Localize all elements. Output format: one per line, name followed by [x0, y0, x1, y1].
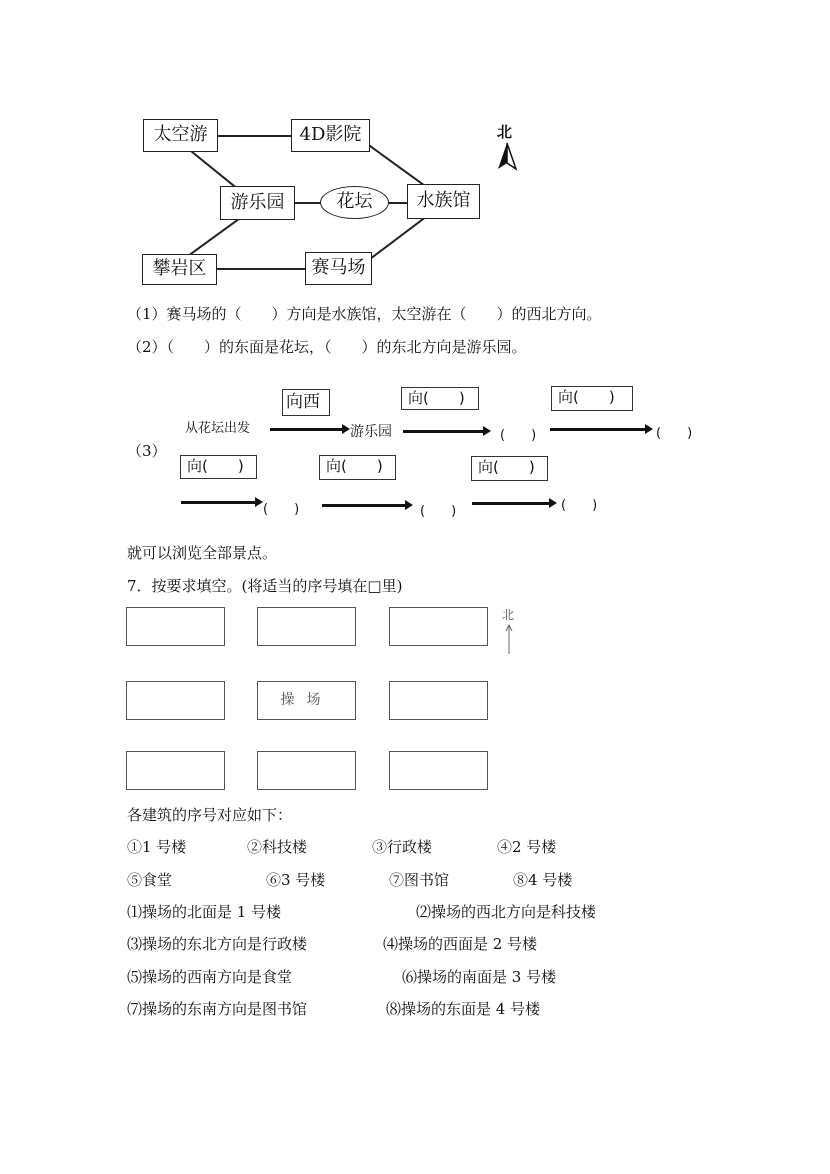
line-flower-aquarium	[388, 202, 408, 204]
legend-item-8: ⑧4 号楼	[513, 871, 573, 889]
step-direction-5: 向( )	[319, 455, 396, 480]
box-southeast[interactable]	[389, 751, 488, 790]
legend-item-7: ⑦图书馆	[389, 871, 450, 889]
step-direction-6: 向( )	[471, 456, 548, 481]
legend-item-1: ①1 号楼	[127, 838, 187, 856]
step-direction-1: 向西	[282, 389, 330, 416]
blank-5: ( )	[420, 504, 457, 519]
location-climbing-area: 攀岩区	[142, 254, 217, 285]
line-space-park	[189, 149, 237, 189]
arrow-2	[403, 430, 485, 433]
arrow-5	[322, 504, 407, 507]
flow-start: 从花坛出发	[185, 421, 251, 436]
north-arrow-icon-2	[500, 622, 520, 656]
blank-3: ( )	[656, 426, 693, 441]
statement-3: ⑶操场的东北方向是行政楼	[127, 935, 308, 953]
blank-4: ( )	[263, 502, 300, 517]
statement-2: ⑵操场的西北方向是科技楼	[416, 903, 597, 921]
box-east[interactable]	[389, 681, 488, 720]
legend-item-4: ④2 号楼	[497, 838, 557, 856]
question-7-title: 7．按要求填空。(将适当的序号填在□里)	[127, 577, 403, 595]
statement-1: ⑴操场的北面是 1 号楼	[127, 903, 282, 921]
location-amusement-park: 游乐园	[220, 186, 295, 220]
location-flower-bed: 花坛	[320, 186, 389, 219]
legend-item-5: ⑤食堂	[127, 871, 173, 889]
step-direction-2: 向( )	[401, 387, 479, 410]
arrow-1	[270, 428, 344, 431]
statement-4: ⑷操场的西面是 2 号楼	[383, 935, 538, 953]
line-cinema-aquarium	[368, 144, 430, 190]
location-aquarium: 水族馆	[407, 184, 480, 219]
question-6-3-label: （3）	[127, 442, 167, 460]
statement-6: ⑹操场的南面是 3 号楼	[402, 968, 557, 986]
blank-6: ( )	[561, 498, 598, 513]
step-direction-4: 向( )	[180, 455, 257, 479]
legend-item-2: ②科技楼	[247, 838, 308, 856]
box-center-playground	[257, 681, 356, 720]
box-northwest[interactable]	[126, 607, 225, 646]
statement-5: ⑸操场的西南方向是食堂	[127, 968, 293, 986]
playground-label: 操场	[280, 692, 333, 708]
arrow-3	[550, 428, 647, 431]
location-4d-cinema: 4D影院	[291, 119, 370, 152]
arrow-4	[181, 501, 257, 504]
box-south[interactable]	[257, 751, 356, 790]
step-direction-3: 向( )	[551, 386, 633, 411]
legend-title: 各建筑的序号对应如下：	[127, 806, 293, 824]
north-indicator-2	[500, 606, 520, 654]
statement-7: ⑺操场的东南方向是图书馆	[127, 1000, 308, 1018]
line-park-flower	[295, 202, 321, 204]
blank-2: ( )	[500, 428, 537, 443]
line-park-climb	[189, 216, 242, 255]
north-arrow-icon	[495, 141, 519, 173]
legend-item-3: ③行政楼	[372, 838, 433, 856]
closing-text: 就可以浏览全部景点。	[127, 544, 278, 562]
box-west[interactable]	[126, 681, 225, 720]
question-6-2: （2）（ ）的东面是花坛，（ ）的东北方向是游乐园。	[127, 338, 527, 356]
north-label-2: 北	[502, 608, 515, 622]
line-space-cinema	[217, 135, 292, 137]
question-6-1: （1）赛马场的（ ）方向是水族馆，太空游在（ ）的西北方向。	[127, 305, 602, 323]
legend-item-6: ⑥3 号楼	[266, 871, 326, 889]
box-northeast[interactable]	[389, 607, 488, 646]
north-indicator	[495, 121, 519, 171]
statement-8: ⑻操场的东面是 4 号楼	[386, 1000, 541, 1018]
location-racecourse: 赛马场	[305, 252, 372, 285]
flow-first-destination: 游乐园	[350, 424, 392, 440]
line-climb-race	[216, 268, 306, 270]
location-space-tour: 太空游	[143, 119, 218, 152]
north-label: 北	[497, 123, 513, 141]
arrow-6	[472, 502, 551, 505]
box-north[interactable]	[257, 607, 356, 646]
box-southwest[interactable]	[126, 751, 225, 790]
